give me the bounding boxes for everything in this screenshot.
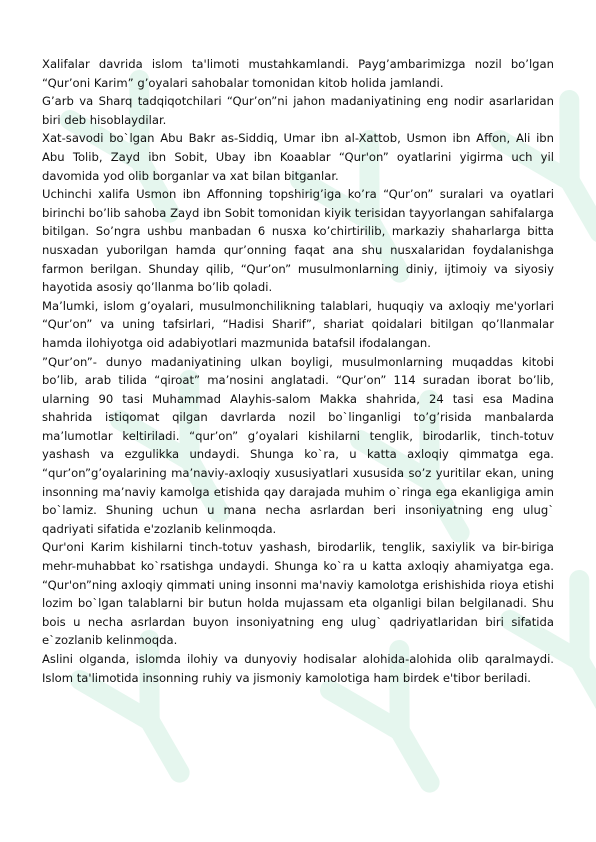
paragraph-3: Xat-savodi bo`lgan Abu Bakr as-Siddiq, Umar ibn al-Xattob, Usmon ibn Affon, Ali ibn Abu Tolib, Zayd ibn Sobit, Ubay ibn Koaablar “Qur'on” oyatlarini yigirma uch yil davomida yod olib borganlar va xat bilan bitganlar. (42, 131, 554, 183)
document-body (42, 55, 554, 687)
paragraph-8: Aslini olganda, islomda ilohiy va dunyoviy hodisalar alohida-alohida olib qaralmaydi. Islom ta'limotida insonning ruhiy va jismoniy kamolotiga ham birdek e'tibor beriladi. (42, 652, 554, 685)
paragraph-6: ”Qur’on”- dunyo madaniyatining ulkan boyligi, musulmonlarning muqaddas kitobi bo’lib, arab tilida “qiroat” ma’nosini anglatadi. “Qur’on” 114 suradan iborat bo’lib, ularning 90 tasi Muhammad Alayhis-salom Makka shahrida, 24 tasi esa Madina shahrida istiqomat qilgan davrlarda nozil bo`linganligi to’g’risida manbalarda ma’lumotlar keltiriladi. “qur’on” g’oyalari kishilarni tenglik, birodarlik, tinch-totuv yashash va ezgulikka undaydi. Shunga ko`ra, u katta axloqiy qimmatga ega. “qur’on”g’oyalarining ma’naviy-axloqiy xususiyatlari xususida so’z yuritilar ekan, uning insonning ma’naviy kamolga etishida qay darajada muhim o`ringa ega ekanligiga amin bo`lamiz. Shuning uchun u mana necha asrlardan beri insoniyatning eng ulug` qadriyati sifatida e'zozlanib kelinmoqda. (42, 354, 554, 536)
paragraph-5: Ma’lumki, islom g’oyalari, musulmonchilikning talablari, huquqiy va axloqiy me'yorlari “Qur’on” va uning tafsirlari, “Hadisi Sharif”, shariat qoidalari bitilgan qo’llanmalar hamda ilohiyotga oid adabiyotlari mazmunida batafsil ifodalangan. (42, 298, 554, 350)
paragraph-1: Xalifalar davrida islom ta'limoti mustahkamlandi. Payg’ambarimizga nozil bo’lgan “Qur’oni Karim” g’oyalari sahobalar tomonidan kitob holida jamlandi. (42, 57, 554, 90)
paragraph-4: Uchinchi xalifa Usmon ibn Affonning topshirig’iga ko’ra “Qur’on” suralari va oyatlari birinchi bo’lib sahoba Zayd ibn Sobit tomonidan kiyik terisidan tayyorlangan sahifalarga bitilgan. So’ngra ushbu manbadan 6 nusxa ko’chirtirilib, markaziy shaharlarga bitta nusxadan yuborilgan hamda qur’onning faqat ana shu nusxalaridan foydalanishga farmon berilgan. Shunday qilib, “Qur’on” musulmonlarning diniy, ijtimoiy va siyosiy hayotida asosiy qo’llanma bo’lib qoladi. (42, 187, 554, 295)
paragraph-7: Qur'oni Karim kishilarni tinch-totuv yashash, birodarlik, tenglik, saxiylik va bir-biriga mehr-muhabbat ko`rsatishga undaydi. Shunga ko`ra u katta axloqiy ahamiyatga ega. “Qur'on”ning axloqiy qimmati uning insonni ma'naviy kamolotga erishishida rioya etishi lozim bo`lgan talablarni bir butun holda mujassam eta olganligi bilan belgilanadi. Shu bois u necha asrlardan buyon insoniyatning eng ulug` qadriyatlaridan biri sifatida e`zozlanib kelinmoqda. (42, 540, 554, 648)
paragraph-2: G’arb va Sharq tadqiqotchilari “Qur’on”ni jahon madaniyatining eng nodir asarlaridan biri deb hisoblaydilar. (42, 94, 554, 127)
